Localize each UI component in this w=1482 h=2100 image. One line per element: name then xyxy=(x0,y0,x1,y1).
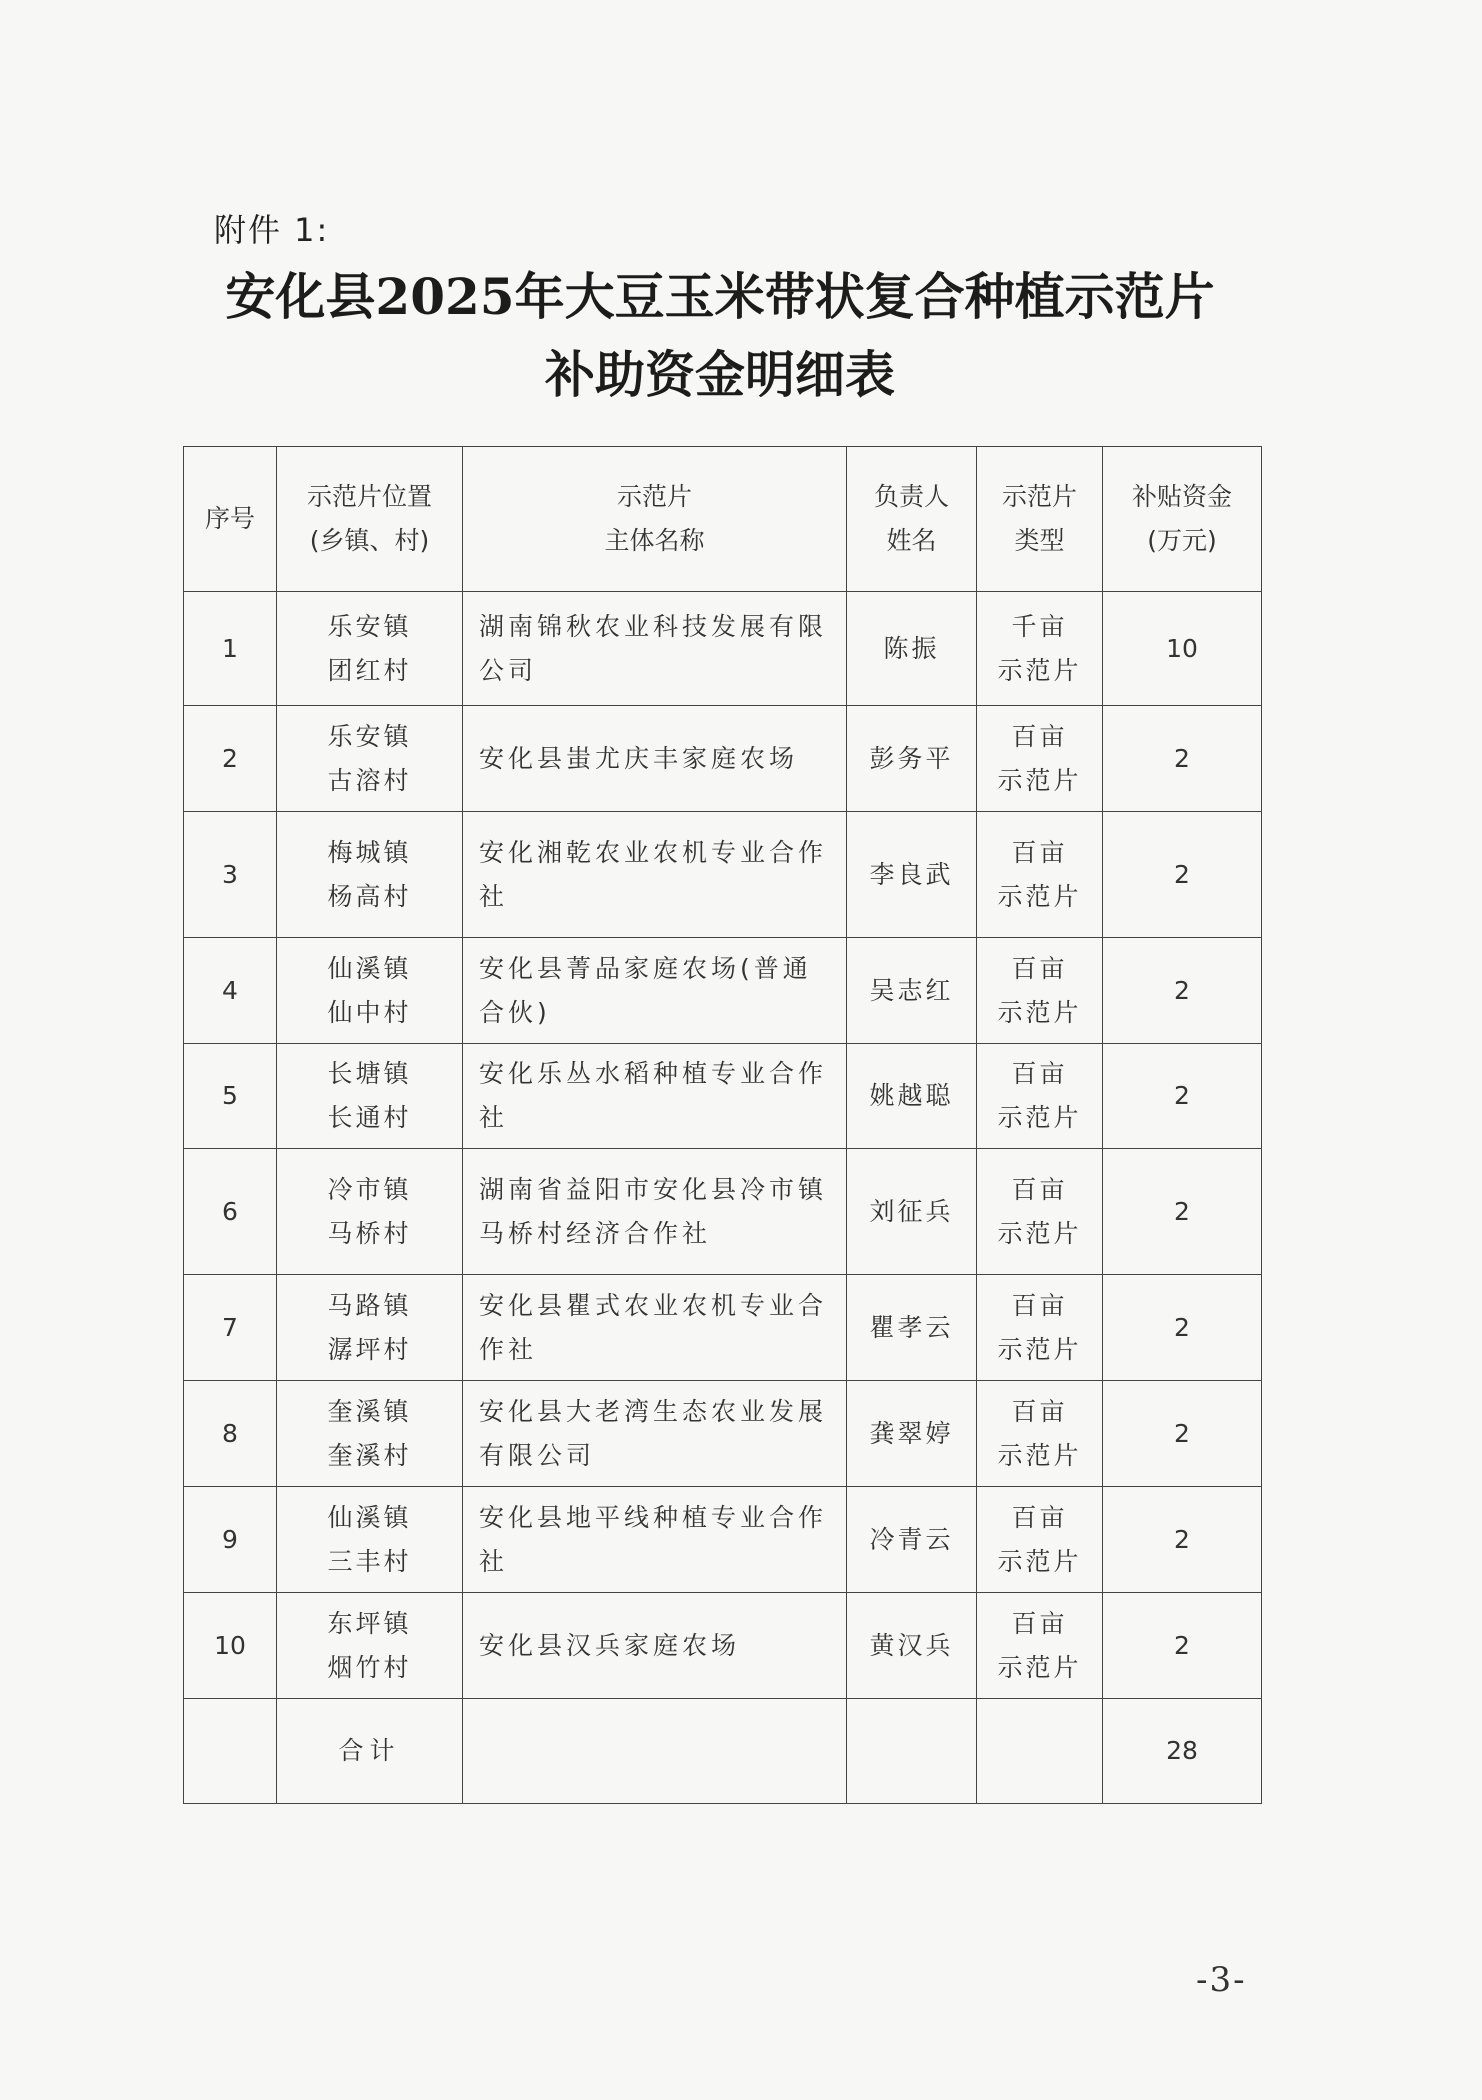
total-empty-name xyxy=(463,1699,847,1804)
row-person: 彭务平 xyxy=(847,706,977,812)
row-entity-name: 安化县蚩尤庆丰家庭农场 xyxy=(463,706,847,812)
row-index: 2 xyxy=(184,706,277,812)
row-amount: 2 xyxy=(1103,1275,1262,1381)
row-person: 黄汉兵 xyxy=(847,1593,977,1699)
table-row xyxy=(184,706,1262,812)
row-person: 陈振 xyxy=(847,592,977,706)
row-entity-name: 安化县汉兵家庭农场 xyxy=(463,1593,847,1699)
row-entity-name: 湖南锦秋农业科技发展有限公司 xyxy=(463,592,847,706)
row-location: 东坪镇 烟竹村 xyxy=(277,1593,463,1699)
row-type: 百亩 示范片 xyxy=(977,812,1103,938)
row-entity-name: 湖南省益阳市安化县冷市镇马桥村经济合作社 xyxy=(463,1149,847,1275)
total-amount: 28 xyxy=(1103,1699,1262,1804)
row-index: 8 xyxy=(184,1381,277,1487)
row-person: 姚越聪 xyxy=(847,1044,977,1149)
row-entity-name: 安化湘乾农业农机专业合作社 xyxy=(463,812,847,938)
table-row xyxy=(184,1044,1262,1149)
row-location: 梅城镇 杨高村 xyxy=(277,812,463,938)
row-index: 7 xyxy=(184,1275,277,1381)
table-row xyxy=(184,1487,1262,1593)
row-person: 龚翠婷 xyxy=(847,1381,977,1487)
header-person: 负责人 姓名 xyxy=(847,447,977,592)
row-entity-name: 安化乐丛水稻种植专业合作社 xyxy=(463,1044,847,1149)
row-index: 6 xyxy=(184,1149,277,1275)
row-amount: 2 xyxy=(1103,938,1262,1044)
row-location: 仙溪镇 仙中村 xyxy=(277,938,463,1044)
header-subsidy: 补贴资金 (万元) xyxy=(1103,447,1262,592)
row-location: 长塘镇 长通村 xyxy=(277,1044,463,1149)
row-amount: 10 xyxy=(1103,592,1262,706)
table-row xyxy=(184,1275,1262,1381)
header-entity-name: 示范片 主体名称 xyxy=(463,447,847,592)
total-row xyxy=(184,1699,1262,1804)
row-location: 乐安镇 古溶村 xyxy=(277,706,463,812)
row-index: 1 xyxy=(184,592,277,706)
table-header-row xyxy=(184,447,1262,592)
title-line-1: 安化县2025年大豆玉米带状复合种植示范片 xyxy=(225,267,1215,326)
table-row xyxy=(184,1381,1262,1487)
total-empty-type xyxy=(977,1699,1103,1804)
row-amount: 2 xyxy=(1103,1593,1262,1699)
row-type: 百亩 示范片 xyxy=(977,1275,1103,1381)
row-entity-name: 安化县瞿式农业农机专业合作社 xyxy=(463,1275,847,1381)
header-type: 示范片 类型 xyxy=(977,447,1103,592)
row-person: 刘征兵 xyxy=(847,1149,977,1275)
row-entity-name: 安化县地平线种植专业合作社 xyxy=(463,1487,847,1593)
row-index: 9 xyxy=(184,1487,277,1593)
table-row xyxy=(184,1149,1262,1275)
row-person: 冷青云 xyxy=(847,1487,977,1593)
row-person: 李良武 xyxy=(847,812,977,938)
row-type: 百亩 示范片 xyxy=(977,1487,1103,1593)
title-line-2: 补助资金明细表 xyxy=(545,345,895,404)
header-location: 示范片位置 (乡镇、村) xyxy=(277,447,463,592)
row-index: 4 xyxy=(184,938,277,1044)
row-type: 百亩 示范片 xyxy=(977,938,1103,1044)
row-location: 马路镇 潺坪村 xyxy=(277,1275,463,1381)
row-type: 百亩 示范片 xyxy=(977,1381,1103,1487)
row-type: 百亩 示范片 xyxy=(977,706,1103,812)
row-index: 5 xyxy=(184,1044,277,1149)
row-person: 瞿孝云 xyxy=(847,1275,977,1381)
attachment-label: 附件 1: xyxy=(214,211,330,249)
row-type: 千亩 示范片 xyxy=(977,592,1103,706)
document-title xyxy=(160,258,1280,414)
row-location: 奎溪镇 奎溪村 xyxy=(277,1381,463,1487)
total-empty-index xyxy=(184,1699,277,1804)
row-amount: 2 xyxy=(1103,1487,1262,1593)
row-location: 冷市镇 马桥村 xyxy=(277,1149,463,1275)
row-amount: 2 xyxy=(1103,812,1262,938)
row-amount: 2 xyxy=(1103,1149,1262,1275)
table-row xyxy=(184,812,1262,938)
row-type: 百亩 示范片 xyxy=(977,1149,1103,1275)
total-empty-person xyxy=(847,1699,977,1804)
row-index: 3 xyxy=(184,812,277,938)
row-type: 百亩 示范片 xyxy=(977,1044,1103,1149)
row-amount: 2 xyxy=(1103,1381,1262,1487)
table-row xyxy=(184,938,1262,1044)
table-row xyxy=(184,592,1262,706)
subsidy-detail-table xyxy=(183,446,1262,1804)
row-index: 10 xyxy=(184,1593,277,1699)
row-entity-name: 安化县菁品家庭农场(普通合伙) xyxy=(463,938,847,1044)
row-location: 仙溪镇 三丰村 xyxy=(277,1487,463,1593)
row-amount: 2 xyxy=(1103,1044,1262,1149)
row-amount: 2 xyxy=(1103,706,1262,812)
row-person: 吴志红 xyxy=(847,938,977,1044)
total-label: 合计 xyxy=(277,1699,463,1804)
row-type: 百亩 示范片 xyxy=(977,1593,1103,1699)
page-number: -3- xyxy=(1196,1960,1247,2000)
table-row xyxy=(184,1593,1262,1699)
row-entity-name: 安化县大老湾生态农业发展有限公司 xyxy=(463,1381,847,1487)
row-location: 乐安镇 团红村 xyxy=(277,592,463,706)
header-index: 序号 xyxy=(184,447,277,592)
